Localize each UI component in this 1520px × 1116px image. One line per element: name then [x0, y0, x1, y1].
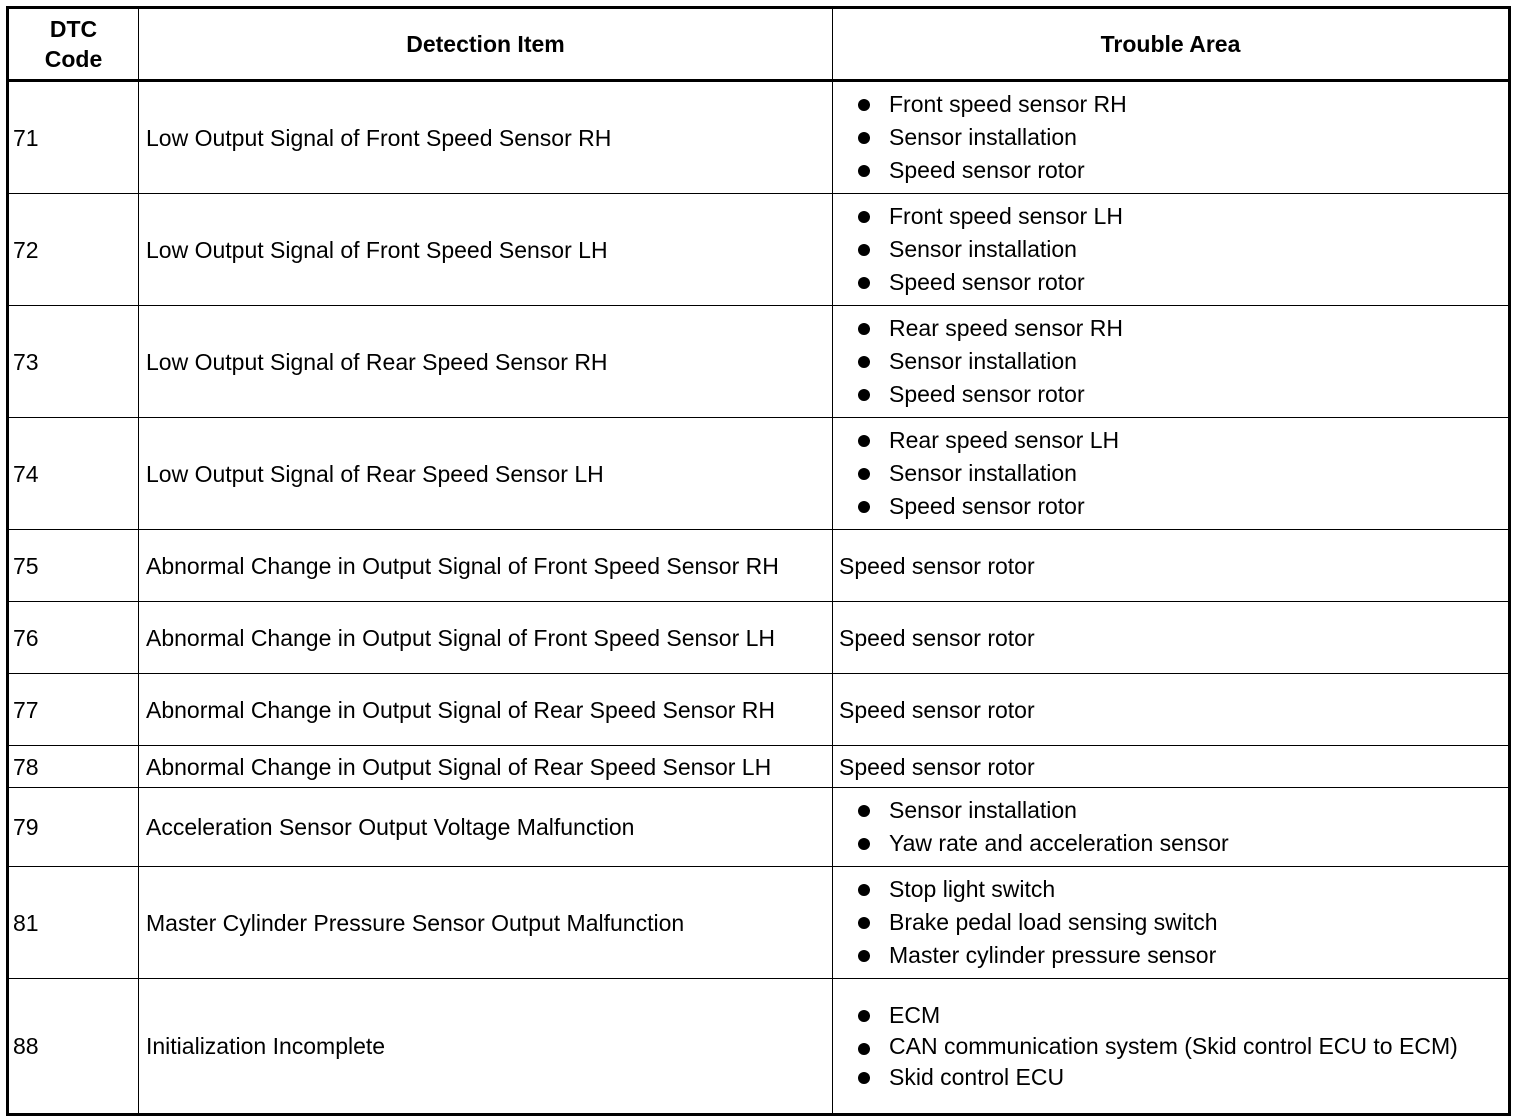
table-row: [8, 674, 1510, 746]
detection-item-cell: Low Output Signal of Rear Speed Sensor LH: [139, 418, 833, 530]
table-row: [8, 530, 1510, 602]
detection-item-cell: Low Output Signal of Front Speed Sensor RH: [139, 81, 833, 194]
detection-item-cell: Abnormal Change in Output Signal of Rear Speed Sensor RH: [139, 674, 833, 746]
dtc-code-cell: 75: [8, 530, 139, 602]
detection-item-cell: Low Output Signal of Front Speed Sensor LH: [139, 194, 833, 306]
dtc-code-cell: 81: [8, 867, 139, 979]
table-row: [8, 979, 1510, 1115]
bullet-icon: [858, 838, 870, 850]
trouble-area-cell: Speed sensor rotor: [833, 746, 1510, 788]
table-body: [8, 81, 1510, 1115]
table-row: [8, 306, 1510, 418]
trouble-area-item: Yaw rate and acceleration sensor: [839, 827, 1498, 860]
trouble-area-item: Speed sensor rotor: [839, 154, 1498, 187]
trouble-area-item: Sensor installation: [839, 794, 1498, 827]
bullet-icon: [858, 277, 870, 289]
trouble-area-list: [839, 82, 1498, 193]
detection-item-cell: Master Cylinder Pressure Sensor Output Malfunction: [139, 867, 833, 979]
trouble-area-cell: Speed sensor rotor: [833, 674, 1510, 746]
trouble-area-item: Skid control ECU: [839, 1061, 1498, 1094]
dtc-code-cell: 71: [8, 81, 139, 194]
detection-item-cell: Acceleration Sensor Output Voltage Malfunction: [139, 788, 833, 867]
table-row: [8, 746, 1510, 788]
trouble-area-cell: Speed sensor rotor: [833, 530, 1510, 602]
trouble-area-item: Stop light switch: [839, 873, 1498, 906]
trouble-area-list: [839, 194, 1498, 305]
trouble-area-item: Brake pedal load sensing switch: [839, 906, 1498, 939]
trouble-area-cell: [833, 979, 1510, 1115]
bullet-icon: [858, 211, 870, 223]
bullet-icon: [858, 132, 870, 144]
bullet-icon: [858, 884, 870, 896]
detection-item-cell: Initialization Incomplete: [139, 979, 833, 1115]
trouble-area-cell: Speed sensor rotor: [833, 602, 1510, 674]
trouble-area-item: Sensor installation: [839, 233, 1498, 266]
bullet-icon: [858, 389, 870, 401]
table-row: [8, 788, 1510, 867]
trouble-area-item: Sensor installation: [839, 345, 1498, 378]
trouble-area-cell: [833, 788, 1510, 867]
bullet-icon: [858, 501, 870, 513]
trouble-area-cell: [833, 194, 1510, 306]
trouble-area-item: Master cylinder pressure sensor: [839, 939, 1498, 972]
dtc-code-cell: 88: [8, 979, 139, 1115]
trouble-area-cell: [833, 418, 1510, 530]
bullet-icon: [858, 99, 870, 111]
table-row: [8, 418, 1510, 530]
trouble-area-item: Sensor installation: [839, 457, 1498, 490]
bullet-icon: [858, 950, 870, 962]
dtc-code-cell: 76: [8, 602, 139, 674]
detection-item-cell: Abnormal Change in Output Signal of Front Speed Sensor RH: [139, 530, 833, 602]
trouble-area-cell: [833, 306, 1510, 418]
dtc-code-cell: 78: [8, 746, 139, 788]
bullet-icon: [858, 805, 870, 817]
table-row: [8, 867, 1510, 979]
dtc-table: [6, 6, 1511, 1116]
detection-item-cell: Abnormal Change in Output Signal of Rear Speed Sensor LH: [139, 746, 833, 788]
table-row: [8, 602, 1510, 674]
bullet-icon: [858, 1072, 870, 1084]
trouble-area-list: [839, 418, 1498, 529]
trouble-area-item: Speed sensor rotor: [839, 378, 1498, 411]
trouble-area-list: [839, 306, 1498, 417]
header-detection-item: Detection Item: [139, 8, 833, 81]
dtc-code-cell: 73: [8, 306, 139, 418]
dtc-code-cell: 79: [8, 788, 139, 867]
bullet-icon: [858, 323, 870, 335]
trouble-area-item: Rear speed sensor LH: [839, 424, 1498, 457]
dtc-code-cell: 77: [8, 674, 139, 746]
trouble-area-list: [839, 788, 1498, 866]
detection-item-cell: Low Output Signal of Rear Speed Sensor RH: [139, 306, 833, 418]
trouble-area-item: Speed sensor rotor: [839, 266, 1498, 299]
bullet-icon: [858, 917, 870, 929]
bullet-icon: [858, 1043, 870, 1055]
trouble-area-item: Speed sensor rotor: [839, 490, 1498, 523]
trouble-area-list: [839, 993, 1498, 1100]
trouble-area-cell: [833, 867, 1510, 979]
bullet-icon: [858, 244, 870, 256]
header-trouble-area: Trouble Area: [833, 8, 1510, 81]
bullet-icon: [858, 468, 870, 480]
header-dtc-code: DTC Code: [8, 8, 139, 81]
trouble-area-item: Front speed sensor LH: [839, 200, 1498, 233]
detection-item-cell: Abnormal Change in Output Signal of Front Speed Sensor LH: [139, 602, 833, 674]
bullet-icon: [858, 1010, 870, 1022]
dtc-code-cell: 72: [8, 194, 139, 306]
trouble-area-item: Front speed sensor RH: [839, 88, 1498, 121]
trouble-area-item: Sensor installation: [839, 121, 1498, 154]
bullet-icon: [858, 435, 870, 447]
trouble-area-item: Rear speed sensor RH: [839, 312, 1498, 345]
dtc-code-cell: 74: [8, 418, 139, 530]
table-row: [8, 194, 1510, 306]
bullet-icon: [858, 165, 870, 177]
trouble-area-list: [839, 867, 1498, 978]
trouble-area-item: CAN communication system (Skid control ECU to ECM): [839, 1032, 1498, 1061]
table-row: [8, 81, 1510, 194]
bullet-icon: [858, 356, 870, 368]
header-row: [8, 8, 1510, 81]
trouble-area-cell: [833, 81, 1510, 194]
trouble-area-item: ECM: [839, 999, 1498, 1032]
